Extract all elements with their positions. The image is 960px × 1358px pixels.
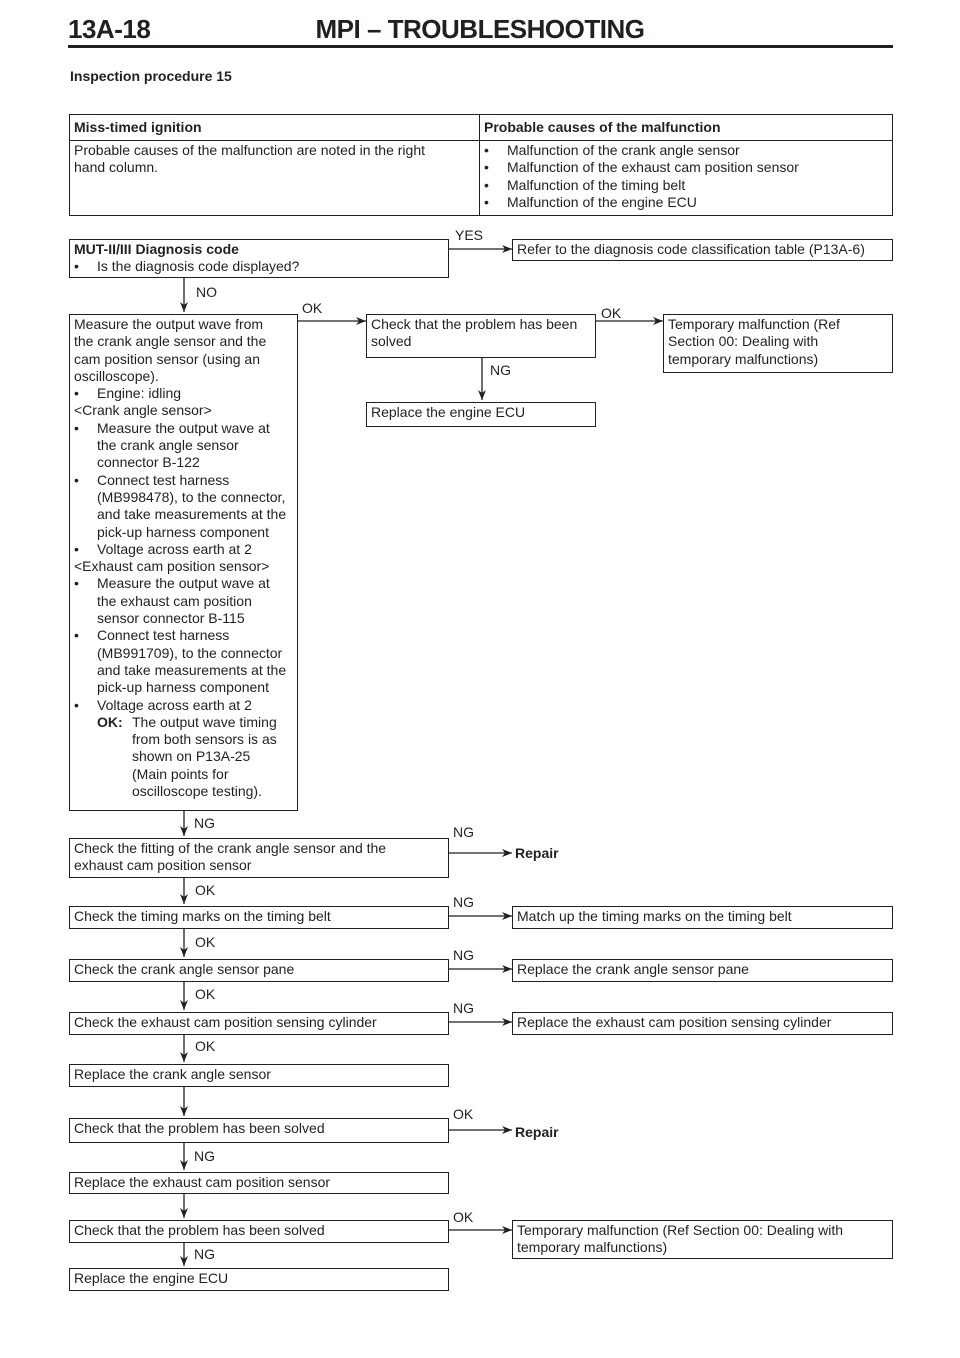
symptom-description: Probable causes of the malfunction are noted in the right hand column. — [74, 142, 425, 176]
match-timing-marks-box: Match up the timing marks on the timing belt — [512, 906, 893, 929]
list-item: • Malfunction of the crank angle sensor — [484, 142, 740, 158]
diagnosis-code-box: MUT-II/III Diagnosis code • Is the diagnosis code displayed? — [69, 239, 449, 278]
ok-label-cyl: OK — [195, 1038, 216, 1054]
replace-ecu-box-2: Replace the engine ECU — [69, 1268, 449, 1291]
check-sensor-pane-box: Check the crank angle sensor pane — [69, 959, 449, 982]
ng-label-solved3: NG — [194, 1246, 215, 1262]
ng-label-timing: NG — [453, 894, 474, 910]
replace-crank-sensor-box: Replace the crank angle sensor — [69, 1064, 449, 1087]
procedure-subtitle: Inspection procedure 15 — [70, 68, 232, 84]
yes-label: YES — [455, 227, 484, 243]
ok-label-fitting: OK — [195, 882, 216, 898]
check-fitting-box: Check the fitting of the crank angle sensor and the exhaust cam position sensor — [69, 838, 449, 878]
ok-label-solved1: OK — [601, 305, 622, 321]
page-code: 13A-18 — [68, 14, 151, 44]
check-sensing-cylinder-box: Check the exhaust cam position sensing cylinder — [69, 1012, 449, 1035]
ok-label-solved2: OK — [453, 1106, 474, 1122]
ng-label-solved1: NG — [490, 362, 511, 378]
temporary-malfunction-box-2: Temporary malfunction (Ref Section 00: Dealing with temporary malfunctions) — [512, 1220, 893, 1259]
measure-output-wave-box: Measure the output wave from the crank angle sensor and the cam position sensor (using an oscilloscope). • Engine: idling <Crank angle sensor> • Measure the output wave at the crank angle sensor connector B-122 • Connect test harness (MB998478), to the connector, and take measurements at the pick-up harness component • Voltage across earth at 2 <Exhaust cam position sensor> • Measure the output wave at the exhaust cam position sensor connector B-115 • Connect test harness (MB991709), to the connector and take measurements at the pick-up harness component • Voltage across earth at 2 OK: The output wave timing from both sensors is as shown on P13A-25 (Main points for oscilloscope testing). — [69, 314, 298, 811]
no-label: NO — [196, 284, 217, 300]
ng-label-measure: NG — [194, 815, 215, 831]
ok-label-solved3: OK — [453, 1209, 474, 1225]
replace-ecu-box-1: Replace the engine ECU — [366, 402, 596, 427]
page-title: MPI – TROUBLESHOOTING — [315, 14, 645, 44]
symptom-header: Miss-timed ignition — [74, 119, 202, 135]
causes-header: Probable causes of the malfunction — [484, 119, 721, 135]
refer-classification-box: Refer to the diagnosis code classification table (P13A-6) — [512, 239, 893, 261]
check-solved-box-2: Check that the problem has been solved — [69, 1118, 449, 1143]
temporary-malfunction-box-1: Temporary malfunction (Ref Section 00: Dealing with temporary malfunctions) — [663, 314, 893, 373]
ok-label-measure: OK — [302, 300, 323, 316]
ng-label-pane: NG — [453, 947, 474, 963]
repair-label-2: Repair — [515, 1124, 559, 1140]
replace-sensing-cylinder-box: Replace the exhaust cam position sensing cylinder — [512, 1012, 893, 1035]
ok-label-pane: OK — [195, 986, 216, 1002]
replace-exhaust-sensor-box: Replace the exhaust cam position sensor — [69, 1172, 449, 1194]
check-solved-box-1: Check that the problem has been solved — [366, 314, 596, 358]
ng-label-solved2: NG — [194, 1148, 215, 1164]
ok-label-timing: OK — [195, 934, 216, 950]
ng-label-fitting: NG — [453, 824, 474, 840]
replace-sensor-pane-box: Replace the crank angle sensor pane — [512, 959, 893, 982]
check-solved-box-3: Check that the problem has been solved — [69, 1220, 449, 1243]
list-item: • Malfunction of the engine ECU — [484, 193, 697, 210]
ng-label-cyl: NG — [453, 1000, 474, 1016]
list-item: • Malfunction of the exhaust cam position sensor — [484, 159, 799, 176]
list-item: • Malfunction of the timing belt — [484, 176, 686, 193]
check-timing-marks-box: Check the timing marks on the timing belt — [69, 906, 449, 929]
repair-label-1: Repair — [515, 845, 559, 861]
